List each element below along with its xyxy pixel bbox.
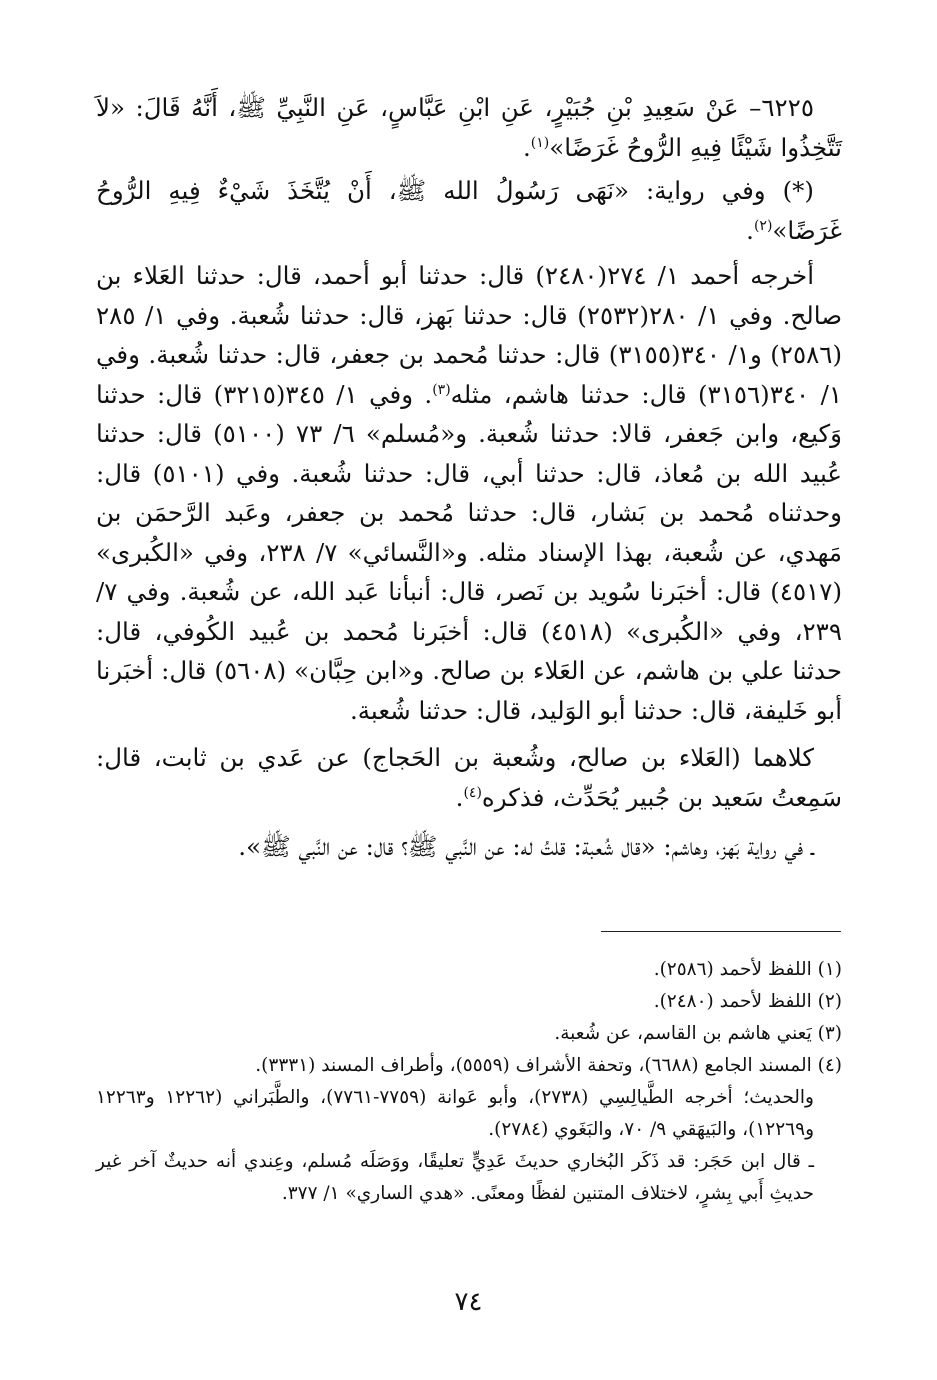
page-number: ٧٤: [454, 1287, 483, 1317]
hadith-text: ٦٢٢٥– عَنْ سَعِيدِ بْنِ جُبَيْرٍ، عَنِ ابْنِ عَبَّاسٍ، عَنِ النَّبِيِّ ﷺ، أَنَّهُ قَالَ: «لاَ تَتَّخِذُوا شَيْئًا فِيهِ الرُّوحُ غَرَضًا»$^{(١)}$.: [96, 93, 842, 162]
footnote-4-ibn-hajar: ـ قال ابن حَجَر: قد ذَكَر البُخاري حديثَ عَدِيٍّ تعليقًا، ووَصَلَه مُسلم، وعِندي أنه حديثٌ آخر غير حديثِ أَبي بِشرٍ، لاختلاف المتنين لفظًا ومعنًى. «هدي الساري» ١/ ٣٧٧.: [96, 1151, 814, 1204]
takhrij-part-2: . وفي ١/ ٣٤٥(٣٢١٥) قال: حدثنا وَكيع، وابن جَعفر، قالا: حدثنا شُعبة. و«مُسلم» ٦/ ٧٣ (٥١٠٠) قال: حدثنا عُبيد الله بن مُعاذ، قال: حدثنا أبي، قال: حدثنا شُعبة. وفي (٥١٠١) قال: وحدثناه مُحمد بن بَشار، قال: حدثنا مُحمد بن جعفر، وعَبد الرَّحمَن بن مَهدي، عن شُعبة، بهذا الإسناد مثله. و«النَّسائي» ٧/ ٢٣٨، وفي «الكُبرى» (٤٥١٧) قال: أخبَرنا سُويد بن نَصر، قال: أنبأنا عَبد الله، عن شُعبة. وفي ٧/ ٢٣٩، وفي «الكُبرى» (٤٥١٨) قال: أخبَرنا مُحمد بن عُبيد الكُوفي، قال: حدثنا علي بن هاشم، عن العَلاء بن صالح. و«ابن حِبَّان» (٥٦٠٨) قال: أخبَرنا أبو خَليفة، قال: حدثنا أبو الوَليد، قال: حدثنا شُعبة.: [96, 379, 843, 725]
takhrij-text: [96, 256, 842, 730]
footnote-4: (٤) المسند الجامع (٦٦٨٨)، وتحفة الأشراف (٥٥٥٩)، وأطراف المسند (٣٣٣١).: [255, 1055, 842, 1076]
kilahuma-text: [96, 738, 842, 817]
footnote-ref-2: (٢): [753, 217, 773, 234]
takhrij-part-1: أخرجه أحمد ١/ ٢٧٤(٢٤٨٠) قال: حدثنا أبو أحمد، قال: حدثنا العَلاء بن صالح. وفي ١/ ٢٨٠(٢٥٣٢) قال: حدثنا بَهز، قال: حدثنا شُعبة. وفي ١/ ٢٨٥ (٢٥٨٦) و١/ ٣٤٠(٣١٥٥) قال: حدثنا مُحمد بن جعفر، قال: حدثنا شُعبة. وفي ١/ ٣٤٠(٣١٥٦) قال: حدثنا هاشم، مثله: [96, 261, 842, 409]
footnote-3: (٣) يَعني هاشم بن القاسم، عن شُعبة.: [554, 1023, 842, 1044]
kilahuma-body: كلاهما (العَلاء بن صالح، وشُعبة بن الحَجاج) عن عَدي بن ثابت، قال: سَمِعتُ سَعيد بن جُبير يُحَدِّث، فذكره: [96, 743, 842, 812]
footnote-2: (٢) اللفظ لأحمد (٢٤٨٠).: [653, 991, 842, 1012]
main-text: [96, 88, 842, 867]
footnotes: [96, 954, 842, 1210]
footnote-1: (١) اللفظ لأحمد (٢٥٨٦).: [653, 959, 842, 980]
riwaya-body: (*) وفي رواية: «نَهَى رَسُولُ الله ﷺ، أَنْ يُتَّخَذَ شَيْءٌ فِيهِ الرُّوحُ غَرَضًا»: [96, 176, 842, 245]
footnote-divider: [601, 931, 841, 932]
kilahuma-end: .: [455, 782, 464, 812]
footnote-4-continuation: والحديث؛ أخرجه الطَّيالِسِي (٢٧٣٨)، وأبو عَوانة (٧٧٥٩-٧٧٦١)، والطَّبَراني (١٢٢٦٢ و١٢٢٦٣ و١٢٢٦٩)، والبَيهَقي ٩/ ٧٠، والبَغَوي (٢٧٨٤).: [96, 1087, 814, 1140]
riwaya-text: (*) وفي رواية: «نَهَى رَسُولُ الله ﷺ، أَنْ يُتَّخَذَ شَيْءٌ فِيهِ الرُّوحُ غَرَضًا»$^{(٢)}$.: [96, 176, 842, 245]
footnote-ref-3: (٣): [432, 381, 451, 398]
footnote-ref-4: (٤): [463, 784, 482, 801]
footnote-ref-1: (١): [530, 134, 550, 151]
riwaya-note: ـ في رواية بَهز، وهاشم: «قال شُعبة: قلتُ له: عن النَّبي ﷺ؟ قال: عن النَّبي ﷺ».: [238, 832, 814, 861]
main-body: [96, 88, 842, 867]
hadith-body: ٦٢٢٥– عَنْ سَعِيدِ بْنِ جُبَيْرٍ، عَنِ ابْنِ عَبَّاسٍ، عَنِ النَّبِيِّ ﷺ، أَنَّهُ قَالَ: «لاَ تَتَّخِذُوا شَيْئًا فِيهِ الرُّوحُ غَرَضًا»: [96, 93, 842, 162]
